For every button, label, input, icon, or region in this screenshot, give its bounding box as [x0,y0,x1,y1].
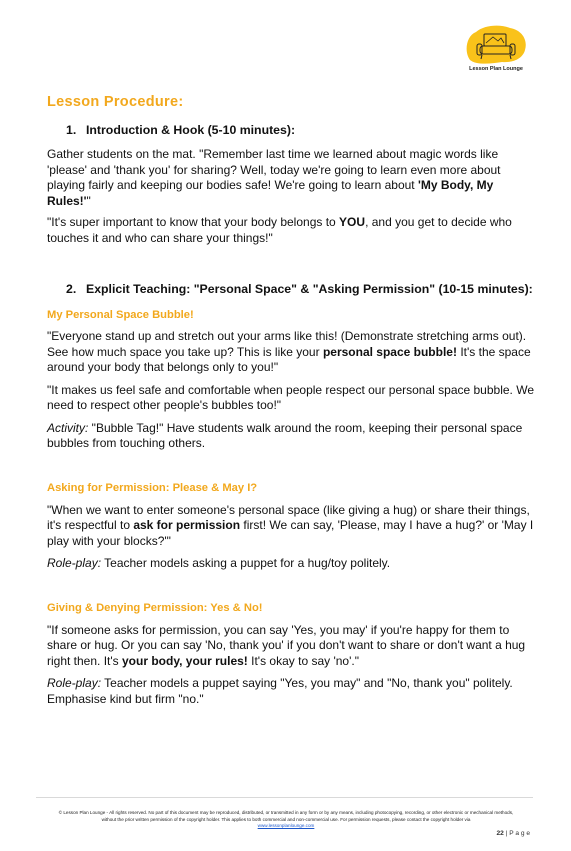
giving-denying-paragraph [47,623,535,670]
bold-run: 'My Body, My Rules!' [47,178,494,208]
footer-divider [36,797,533,798]
copyright-text: © Lesson Plan Lounge - All rights reserved. No part of this document may be reproduced, distributed, or transmitted in any form or by any means, including photocopying, recording, or other electronic or mechanical methods, without the prior written permission of the copyright holder. This applies to both commercial and non-commercial use. For permission requests, please contact the copyright holder via [58,810,514,822]
asking-permission-paragraph [47,503,535,550]
text-run: first! We can say, 'Please, may I have a hug?' or 'May I play with your blocks?'" [47,518,534,548]
section-1-title: Introduction & Hook (5-10 minutes): [86,123,296,137]
section-2-heading [47,281,535,297]
text-run: It's okay to say 'no'." [247,653,359,668]
page-separator: | [503,830,510,837]
bold-run: ask for permission [133,518,241,532]
text-run: , and you get to decide who touches it and who can share your things!" [47,215,512,245]
text-run: Gather students on the mat. "Remember last time we learned about magic words like 'please' and 'thank you' for sharing? Well, today we're going to learn even more about playing fairly and keeping our bodies safe! We're going to learn about [47,147,501,192]
section-1-heading [47,122,535,138]
text-run: It's the space around your body that belongs only to you!" [47,344,531,374]
page-heading: Lesson Procedure: [47,94,184,110]
page-number [474,830,530,837]
personal-space-paragraph-2: "It makes us feel safe and comfortable when people respect our personal space bubble. We need to respect other people's bubbles too!" [47,382,534,412]
logo-text: Lesson Plan Lounge [469,66,523,72]
page-number-value: 22 [496,830,504,837]
subheading-asking-permission: Asking for Permission: Please & May I? [47,481,258,494]
section-2-title: Explicit Teaching: "Personal Space" & "Asking Permission" (10-15 minutes): [86,282,533,296]
sofa-logo-icon [462,22,530,66]
lesson-procedure [47,94,535,707]
section-2-number: 2. [66,282,77,296]
footer-copyright [52,810,520,830]
text-run: "It's super important to know that your body belongs to [47,215,340,229]
italic-label: Activity: [47,420,89,435]
subheading-giving-denying: Giving & Denying Permission: Yes & No! [47,601,263,614]
bold-run: your body, your rules! [122,653,248,668]
text-run: Teacher models asking a puppet for a hug/toy politely. [101,556,391,570]
brand-logo [462,22,530,74]
bold-run: YOU [339,215,366,229]
roleplay-paragraph-2 [47,676,535,707]
subheading-personal-space: My Personal Space Bubble! [47,309,194,321]
section-1-number: 1. [66,123,77,137]
italic-label: Role-play: [47,556,102,570]
italic-label: Role-play: [47,676,102,690]
text-run: "If someone asks for permission, you can say 'Yes, you may' if you're happy for them to share or hug. Or you can say 'No, thank you' if you don't want to share or don't want a hug right then. It's [47,622,526,668]
text-run: "Everyone stand up and stretch out your arms like this! (Demonstrate stretching arms out). See how much space you take up? This is like your [47,329,527,359]
activity-paragraph [47,421,535,452]
roleplay-paragraph-1 [47,556,535,572]
text-run: " [86,193,91,208]
page-label: P a g e [509,830,530,837]
text-run: Teacher models a puppet saying "Yes, you may" and "No, thank you" politely. Emphasise kind but firm "no." [47,676,513,706]
website-link[interactable]: www.lessonplanlounge.com [257,823,315,829]
intro-paragraph-1 [47,147,535,209]
text-run: "When we want to enter someone's personal space (like giving a hug) or share their things, it's respectful to [47,502,530,532]
intro-paragraph-2 [47,215,535,246]
text-run: "Bubble Tag!" Have students walk around the room, keeping their personal space bubbles from touching others. [47,420,523,450]
personal-space-paragraph-1 [47,329,535,376]
bold-run: personal space bubble! [322,344,457,359]
